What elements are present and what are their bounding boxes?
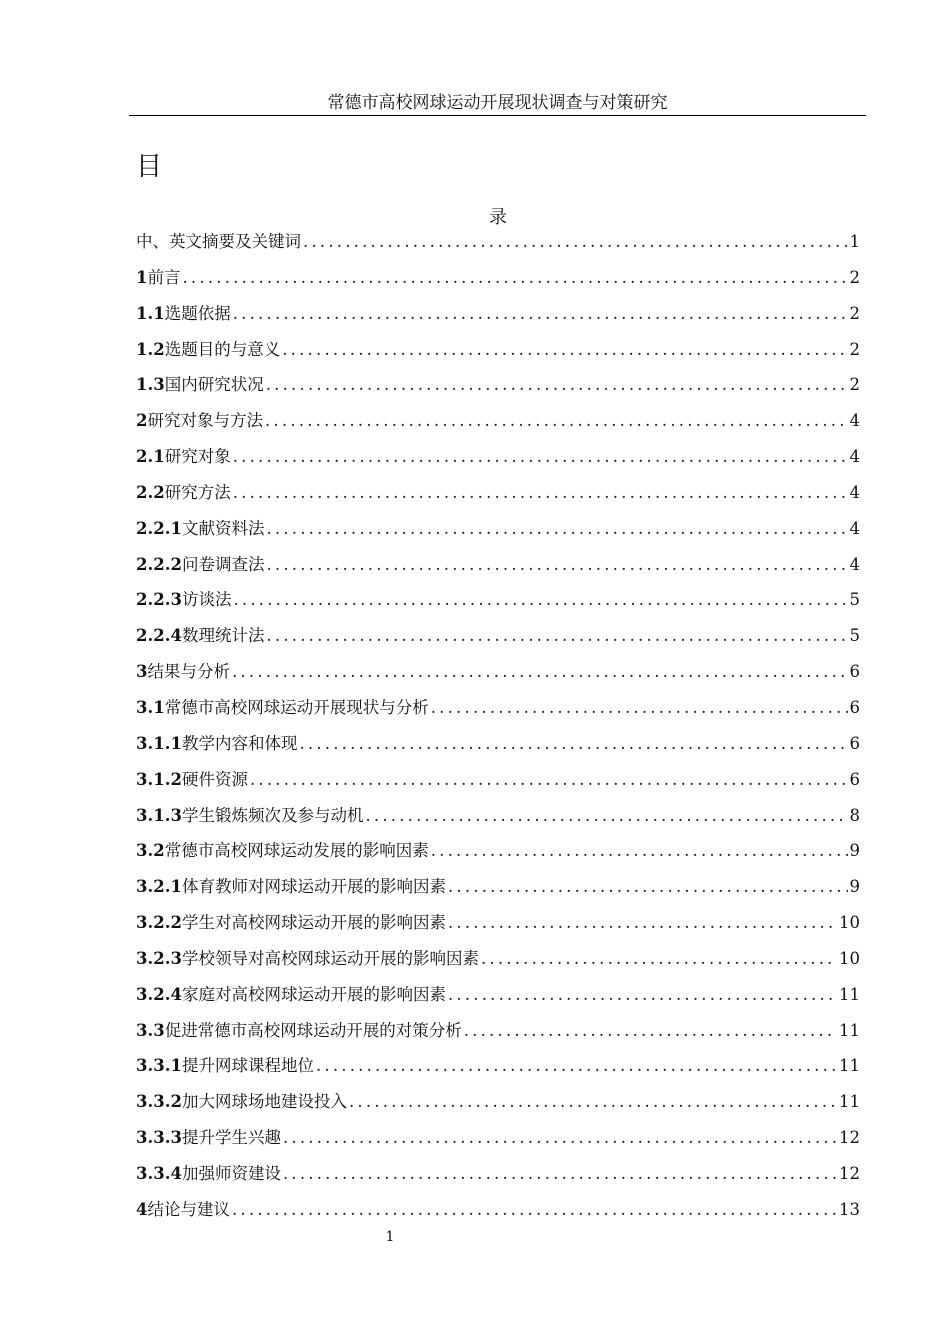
toc-entry-number: 3.1.2 <box>136 769 182 789</box>
toc-entry-page: 5 <box>849 590 860 610</box>
toc-leader-dots <box>448 874 848 900</box>
toc-entry[interactable] <box>136 874 860 910</box>
toc-entry-page: 4 <box>849 482 860 502</box>
toc-entry-label <box>136 265 180 291</box>
toc-entry-title: 研究对象与方法 <box>147 411 263 431</box>
toc-entry-page: 6 <box>849 697 860 717</box>
toc-entry-title: 选题目的与意义 <box>164 339 281 359</box>
toc-entry-number: 3.2.3 <box>136 948 182 968</box>
toc-entry-page: 2 <box>849 339 860 359</box>
toc-entry-title: 问卷调查法 <box>181 554 265 574</box>
toc-entry-page: 2 <box>849 375 860 395</box>
toc-entry-label <box>136 874 446 900</box>
toc-leader-dots <box>303 229 848 255</box>
toc-entry-page: 9 <box>849 877 860 897</box>
toc-entry-label <box>136 659 230 685</box>
toc-entry-label <box>136 480 231 506</box>
toc-entry-page: 11 <box>839 1056 860 1076</box>
toc-entry-title: 国内研究状况 <box>164 375 264 395</box>
toc-leader-dots <box>365 803 847 829</box>
toc-leader-dots <box>464 1018 837 1044</box>
toc-entry-title: 加强师资建设 <box>181 1163 281 1183</box>
toc-entry[interactable] <box>136 1018 860 1054</box>
toc-entry-number: 3.2.2 <box>136 913 182 933</box>
toc-entry-label <box>136 1053 314 1079</box>
toc-entry-label <box>136 516 264 542</box>
toc-entry-title: 访谈法 <box>181 590 232 610</box>
toc-entry[interactable] <box>136 838 860 874</box>
toc-entry-number: 3.2 <box>136 841 165 861</box>
toc-entry-title: 学校领导对高校网球运动开展的影响因素 <box>181 948 479 968</box>
toc-entry-number: 1.2 <box>136 339 165 359</box>
toc-leader-dots <box>283 1125 837 1151</box>
toc-entry-label <box>136 838 429 864</box>
toc-entry-number: 3.2.4 <box>136 984 182 1004</box>
toc-entry[interactable] <box>136 444 860 480</box>
toc-entry-number: 3.1.3 <box>136 805 182 825</box>
toc-entry-page: 11 <box>839 1092 860 1112</box>
toc-entry-number: 3.2.1 <box>136 877 182 897</box>
toc-entry-title: 教学内容和体现 <box>181 733 298 753</box>
toc-entry[interactable] <box>136 1053 860 1089</box>
toc-leader-dots <box>266 372 848 398</box>
toc-entry[interactable] <box>136 337 860 373</box>
toc-leader-dots <box>299 731 847 757</box>
toc-entry[interactable] <box>136 695 860 731</box>
toc-entry-label <box>136 731 297 757</box>
toc-leader-dots <box>182 265 847 291</box>
toc-entry[interactable] <box>136 408 860 444</box>
toc-entry-title: 学生对高校网球运动开展的影响因素 <box>181 913 446 933</box>
toc-entry[interactable] <box>136 910 860 946</box>
toc-entry-page: 6 <box>849 769 860 789</box>
toc-entry-label <box>136 1018 462 1044</box>
toc-entry-title: 硬件资源 <box>181 769 248 789</box>
page-number: 1 <box>385 1229 395 1245</box>
toc-entry-title: 前言 <box>147 267 181 287</box>
toc-entry[interactable] <box>136 1161 860 1197</box>
toc-leader-dots <box>283 1161 837 1187</box>
toc-entry-page: 11 <box>839 984 860 1004</box>
toc-entry-page: 4 <box>849 411 860 431</box>
toc-entry-number: 3 <box>136 662 148 682</box>
toc-entry-number: 2.2.2 <box>136 554 182 574</box>
toc-entry-title: 提升网球课程地位 <box>181 1056 314 1076</box>
toc-entry-number: 2.2 <box>136 482 165 502</box>
toc-entry-page: 2 <box>849 303 860 323</box>
toc-entry-label <box>136 982 446 1008</box>
toc-entry-label <box>136 444 231 470</box>
toc-entry-title: 学生锻炼频次及参与动机 <box>181 805 364 825</box>
toc-entry-number: 3.3.2 <box>136 1092 182 1112</box>
toc-entry-title: 中、英文摘要及关键词 <box>136 232 301 251</box>
toc-leader-dots <box>233 480 848 506</box>
toc-entry[interactable] <box>136 982 860 1018</box>
toc-leader-dots <box>233 301 848 327</box>
toc-leader-dots <box>232 659 848 685</box>
toc-entry[interactable] <box>136 803 860 839</box>
toc-entry-label <box>136 408 263 434</box>
toc-entry[interactable] <box>136 301 860 337</box>
toc-entry-label <box>136 587 231 613</box>
toc-entry-title: 数理统计法 <box>181 626 265 646</box>
toc-entry-page: 10 <box>839 948 860 968</box>
toc-entry-page: 10 <box>839 913 860 933</box>
toc-entry-number: 2.2.1 <box>136 518 182 538</box>
toc-entry-label <box>136 910 446 936</box>
toc-entry[interactable] <box>136 946 860 982</box>
toc-entry-number: 2 <box>136 411 148 431</box>
header-rule <box>129 115 866 116</box>
toc-entry-label <box>136 1197 230 1223</box>
toc-entry-number: 3.3.3 <box>136 1128 182 1148</box>
toc-entry-number: 1.3 <box>136 375 165 395</box>
toc-entry[interactable] <box>136 229 860 265</box>
toc-entry-label <box>136 1089 347 1115</box>
toc-entry-page: 1 <box>849 232 860 251</box>
toc-entry-page: 4 <box>849 447 860 467</box>
toc-entry-title: 促进常德市高校网球运动开展的对策分析 <box>164 1020 462 1040</box>
toc-leader-dots <box>266 516 847 542</box>
toc-entry-number: 1 <box>136 267 148 287</box>
toc-entry-label <box>136 229 301 255</box>
toc-leader-dots <box>431 838 848 864</box>
toc-leader-dots <box>448 982 837 1008</box>
table-of-contents <box>136 229 860 1233</box>
toc-entry-page: 6 <box>849 733 860 753</box>
toc-entry-title: 家庭对高校网球运动开展的影响因素 <box>181 984 446 1004</box>
toc-entry-label <box>136 552 264 578</box>
running-header: 常德市高校网球运动开展现状调查与对策研究 <box>327 93 668 113</box>
toc-entry-number: 2.2.4 <box>136 626 182 646</box>
toc-entry-title: 文献资料法 <box>181 518 265 538</box>
toc-leader-dots <box>431 695 848 721</box>
toc-entry[interactable] <box>136 1125 860 1161</box>
toc-entry-number: 3.3.1 <box>136 1056 182 1076</box>
toc-leader-dots <box>266 552 847 578</box>
toc-entry-label <box>136 623 264 649</box>
toc-entry-title: 选题依据 <box>164 303 231 323</box>
toc-entry-number: 4 <box>136 1199 148 1219</box>
toc-entry[interactable] <box>136 1197 860 1233</box>
toc-entry-label <box>136 803 363 829</box>
toc-entry-label <box>136 695 429 721</box>
toc-entry[interactable] <box>136 265 860 301</box>
toc-entry-label <box>136 372 264 398</box>
toc-entry-label <box>136 1161 281 1187</box>
toc-entry[interactable] <box>136 587 860 623</box>
toc-entry-page: 4 <box>849 554 860 574</box>
toc-entry-label <box>136 946 479 972</box>
toc-entry-number: 2.2.3 <box>136 590 182 610</box>
toc-entry-label <box>136 301 231 327</box>
toc-entry-label <box>136 767 248 793</box>
toc-entry-title: 研究对象 <box>164 447 231 467</box>
toc-entry-title: 体育教师对网球运动开展的影响因素 <box>181 877 446 897</box>
toc-entry-number: 3.1 <box>136 697 165 717</box>
toc-entry-page: 12 <box>839 1128 860 1148</box>
toc-entry-page: 6 <box>849 662 860 682</box>
toc-entry-title: 加大网球场地建设投入 <box>181 1092 347 1112</box>
toc-entry-page: 4 <box>849 518 860 538</box>
toc-leader-dots <box>266 623 847 649</box>
toc-entry[interactable] <box>136 372 860 408</box>
toc-entry-title: 结果与分析 <box>147 662 230 682</box>
toc-leader-dots <box>448 910 837 936</box>
toc-entry-number: 3.1.1 <box>136 733 182 753</box>
toc-entry[interactable] <box>136 480 860 516</box>
toc-entry-number: 3.3 <box>136 1020 165 1040</box>
toc-leader-dots <box>316 1053 837 1079</box>
toc-entry[interactable] <box>136 767 860 803</box>
toc-entry-page: 11 <box>839 1020 860 1040</box>
toc-entry[interactable] <box>136 552 860 588</box>
toc-entry-page: 2 <box>849 267 860 287</box>
toc-entry-number: 3.3.4 <box>136 1163 182 1183</box>
toc-entry-title: 常德市高校网球运动开展现状与分析 <box>164 697 429 717</box>
toc-leader-dots <box>481 946 837 972</box>
toc-entry[interactable] <box>136 1089 860 1125</box>
toc-leader-dots <box>282 337 847 363</box>
toc-entry[interactable] <box>136 623 860 659</box>
toc-leader-dots <box>233 587 847 613</box>
toc-entry-page: 8 <box>849 805 860 825</box>
toc-entry-label <box>136 337 280 363</box>
toc-leader-dots <box>232 1197 837 1223</box>
toc-entry-title: 结论与建议 <box>147 1199 230 1219</box>
toc-entry-title: 研究方法 <box>164 482 231 502</box>
toc-entry[interactable] <box>136 516 860 552</box>
toc-entry-page: 9 <box>849 841 860 861</box>
toc-leader-dots <box>250 767 848 793</box>
toc-entry-title: 常德市高校网球运动发展的影响因素 <box>164 841 429 861</box>
toc-entry-label <box>136 1125 281 1151</box>
toc-entry[interactable] <box>136 731 860 767</box>
toc-leader-dots <box>349 1089 837 1115</box>
toc-entry[interactable] <box>136 659 860 695</box>
toc-entry-page: 13 <box>839 1199 860 1219</box>
toc-heading-part2: 录 <box>489 207 507 228</box>
toc-entry-page: 12 <box>839 1163 860 1183</box>
toc-entry-page: 5 <box>849 626 860 646</box>
toc-entry-number: 1.1 <box>136 303 165 323</box>
toc-entry-number: 2.1 <box>136 447 165 467</box>
toc-leader-dots <box>265 408 848 434</box>
toc-leader-dots <box>233 444 848 470</box>
toc-heading-part1: 目 <box>136 152 163 182</box>
toc-entry-title: 提升学生兴趣 <box>181 1128 281 1148</box>
